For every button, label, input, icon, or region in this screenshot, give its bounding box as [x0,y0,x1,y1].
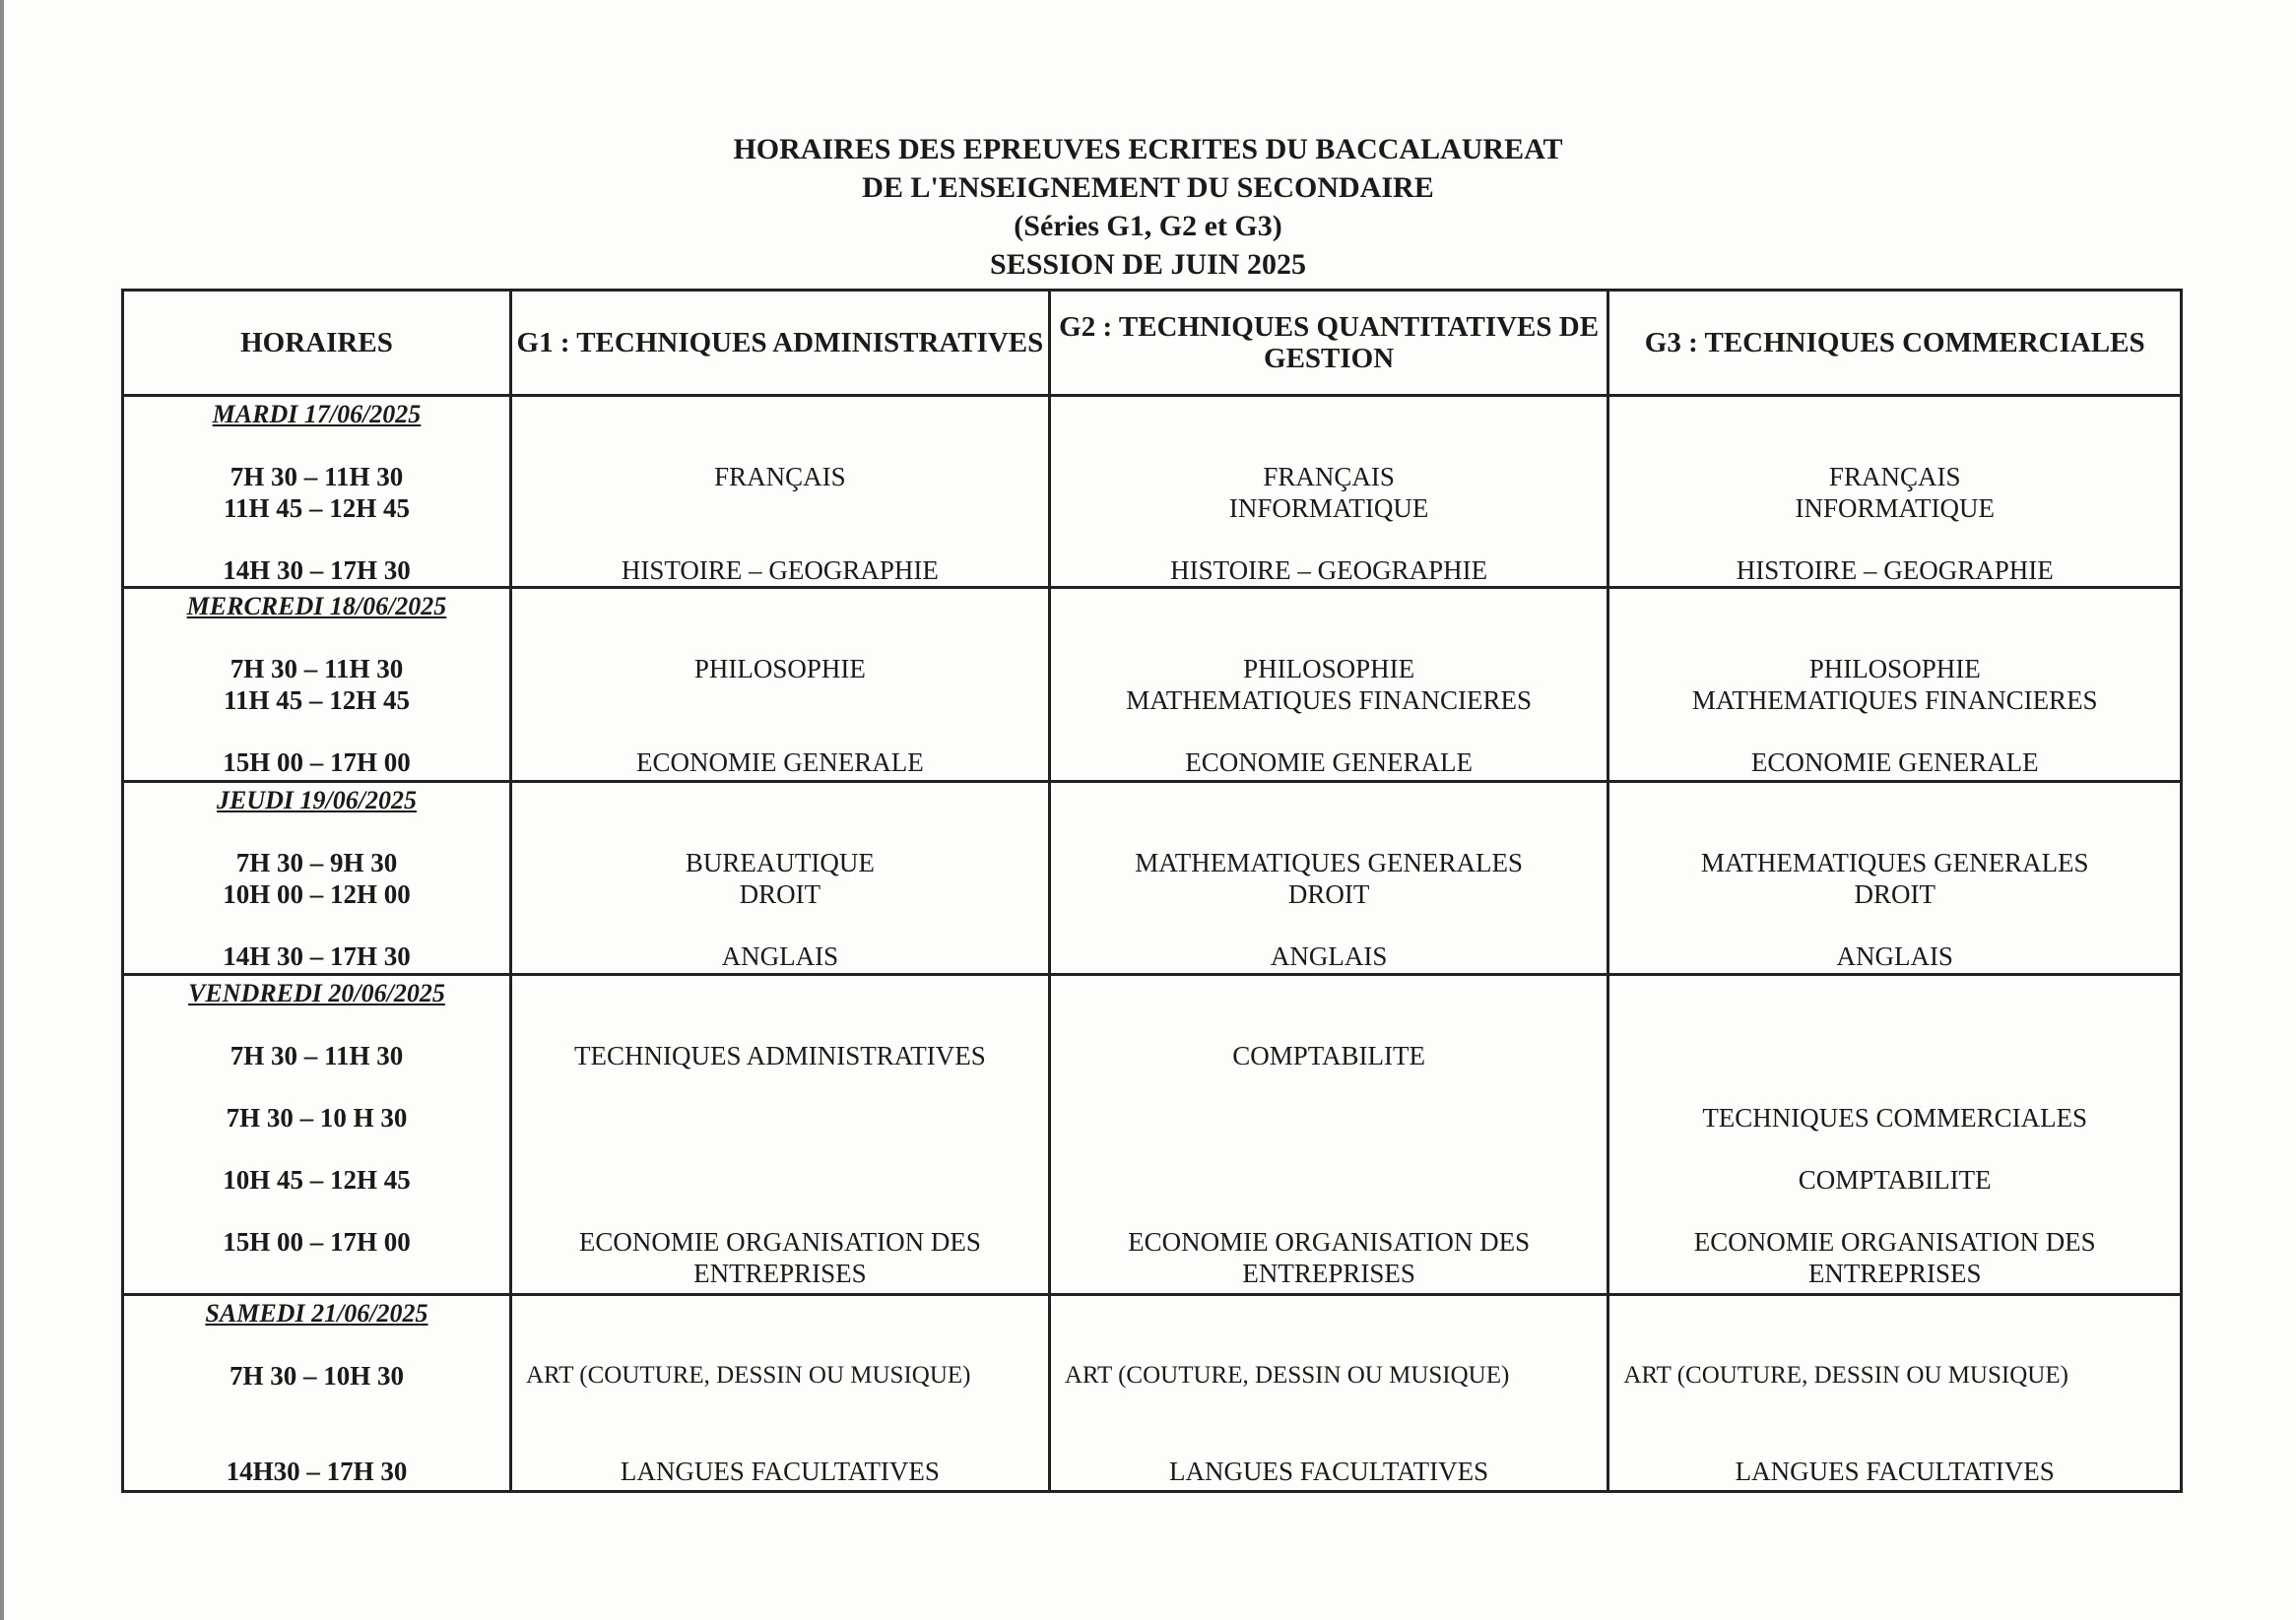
day-label: JEUDI 19/06/2025 [217,786,417,814]
subject: HISTOIRE – GEOGRAPHIE [621,555,939,585]
time-slot: 7H 30 – 9H 30 [235,848,398,877]
document-title [0,130,2296,284]
day-label: MARDI 17/06/2025 [212,400,422,428]
subject: ECONOMIE GENERALE [636,747,924,777]
day-row-tuesday [123,396,2182,588]
hours-cell [123,1295,511,1492]
subject: ECONOMIE ORGANISATION DES [1693,1227,2096,1257]
day-row-thursday [123,782,2182,975]
day-label: VENDREDI 20/06/2025 [188,979,445,1007]
subject: ART (COUTURE, DESSIN OU MUSIQUE) [1064,1362,1510,1389]
subject: MATHEMATIQUES FINANCIERES [1126,685,1532,715]
time-slot: 7H 30 – 10 H 30 [226,1103,408,1133]
time-slot: 11H 45 – 12H 45 [223,685,410,715]
subject: ANGLAIS [721,941,839,971]
title-line-2: DE L'ENSEIGNEMENT DU SECONDAIRE [862,171,1434,204]
subject: FRANÇAIS [1263,462,1395,491]
time-slot: 15H 00 – 17H 00 [223,747,411,777]
g3-cell [1608,396,2182,588]
g2-cell [1049,782,1608,975]
subject: DROIT [1854,879,1935,909]
subject: PHILOSOPHIE [693,654,866,683]
title-line-1: HORAIRES DES EPREUVES ECRITES DU BACCALAUREAT [733,133,1563,165]
subject: ENTREPRISES [1242,1259,1415,1288]
time-slot: 7H 30 – 11H 30 [230,462,404,491]
subject: COMPTABILITE [1232,1041,1426,1070]
subject: MATHEMATIQUES GENERALES [1700,848,2089,877]
subject: COMPTABILITE [1798,1165,1992,1195]
time-slot: 7H 30 – 10H 30 [229,1361,404,1391]
subject: ENTREPRISES [693,1259,867,1288]
subject: ECONOMIE ORGANISATION DES [578,1227,981,1257]
time-slot: 15H 00 – 17H 00 [223,1227,411,1257]
subject: PHILOSOPHIE [1243,654,1415,683]
subject: ENTREPRISES [1807,1259,1982,1288]
header-g2: G2 : TECHNIQUES QUANTITATIVES DE GESTION [1049,291,1608,396]
subject: MATHEMATIQUES GENERALES [1135,848,1523,877]
subject: DROIT [739,879,821,909]
title-line-4: SESSION DE JUIN 2025 [990,248,1306,281]
hours-cell [123,588,511,782]
subject: MATHEMATIQUES FINANCIERES [1691,685,2098,715]
hours-cell [123,975,511,1295]
g1-cell [510,975,1049,1295]
time-slot: 10H 45 – 12H 45 [223,1165,411,1195]
title-line-3: (Séries G1, G2 et G3) [1014,210,1282,242]
subject: TECHNIQUES ADMINISTRATIVES [574,1041,986,1070]
day-label: SAMEDI 21/06/2025 [205,1299,428,1328]
subject: LANGUES FACULTATIVES [1169,1457,1489,1486]
day-row-wednesday [123,588,2182,782]
header-g1: G1 : TECHNIQUES ADMINISTRATIVES [510,291,1049,396]
header-row [123,291,2182,396]
day-row-friday [123,975,2182,1295]
subject: HISTOIRE – GEOGRAPHIE [1736,555,2054,585]
time-slot: 14H 30 – 17H 30 [223,941,411,971]
subject: HISTOIRE – GEOGRAPHIE [1170,555,1488,585]
subject: ANGLAIS [1270,941,1388,971]
subject: INFORMATIQUE [1795,493,1995,523]
time-slot: 11H 45 – 12H 45 [223,493,410,523]
g3-cell [1608,782,2182,975]
subject: INFORMATIQUE [1228,493,1429,523]
subject: DROIT [1287,879,1370,909]
subject: BUREAUTIQUE [685,848,875,877]
g1-cell [510,1295,1049,1492]
g2-cell [1049,1295,1608,1492]
time-slot: 7H 30 – 11H 30 [230,654,404,683]
subject: FRANÇAIS [1828,462,1961,491]
g1-cell [510,588,1049,782]
header-hours: HORAIRES [123,291,511,396]
subject: ECONOMIE ORGANISATION DES [1128,1227,1531,1257]
day-row-saturday [123,1295,2182,1492]
header-g3: G3 : TECHNIQUES COMMERCIALES [1608,291,2182,396]
subject: ART (COUTURE, DESSIN OU MUSIQUE) [525,1362,971,1389]
subject: ECONOMIE GENERALE [1750,747,2039,777]
g3-cell [1608,588,2182,782]
g2-cell [1049,975,1608,1295]
time-slot: 14H 30 – 17H 30 [223,555,411,585]
g3-cell [1608,975,2182,1295]
subject: TECHNIQUES COMMERCIALES [1702,1103,2088,1133]
subject: ECONOMIE GENERALE [1185,747,1473,777]
hours-cell [123,396,511,588]
day-label: MERCREDI 18/06/2025 [186,592,447,620]
time-slot: 14H30 – 17H 30 [226,1457,408,1486]
time-slot: 10H 00 – 12H 00 [223,879,411,909]
subject: LANGUES FACULTATIVES [1735,1457,2055,1486]
subject: PHILOSOPHIE [1808,654,1981,683]
subject: ART (COUTURE, DESSIN OU MUSIQUE) [1623,1362,2068,1389]
exam-schedule-table [121,289,2183,1493]
g1-cell [510,782,1049,975]
g2-cell [1049,396,1608,588]
g3-cell [1608,1295,2182,1492]
time-slot: 7H 30 – 11H 30 [230,1041,404,1070]
hours-cell [123,782,511,975]
subject: FRANÇAIS [714,462,846,491]
subject: LANGUES FACULTATIVES [620,1457,940,1486]
g1-cell [510,396,1049,588]
subject: ANGLAIS [1836,941,1953,971]
g2-cell [1049,588,1608,782]
